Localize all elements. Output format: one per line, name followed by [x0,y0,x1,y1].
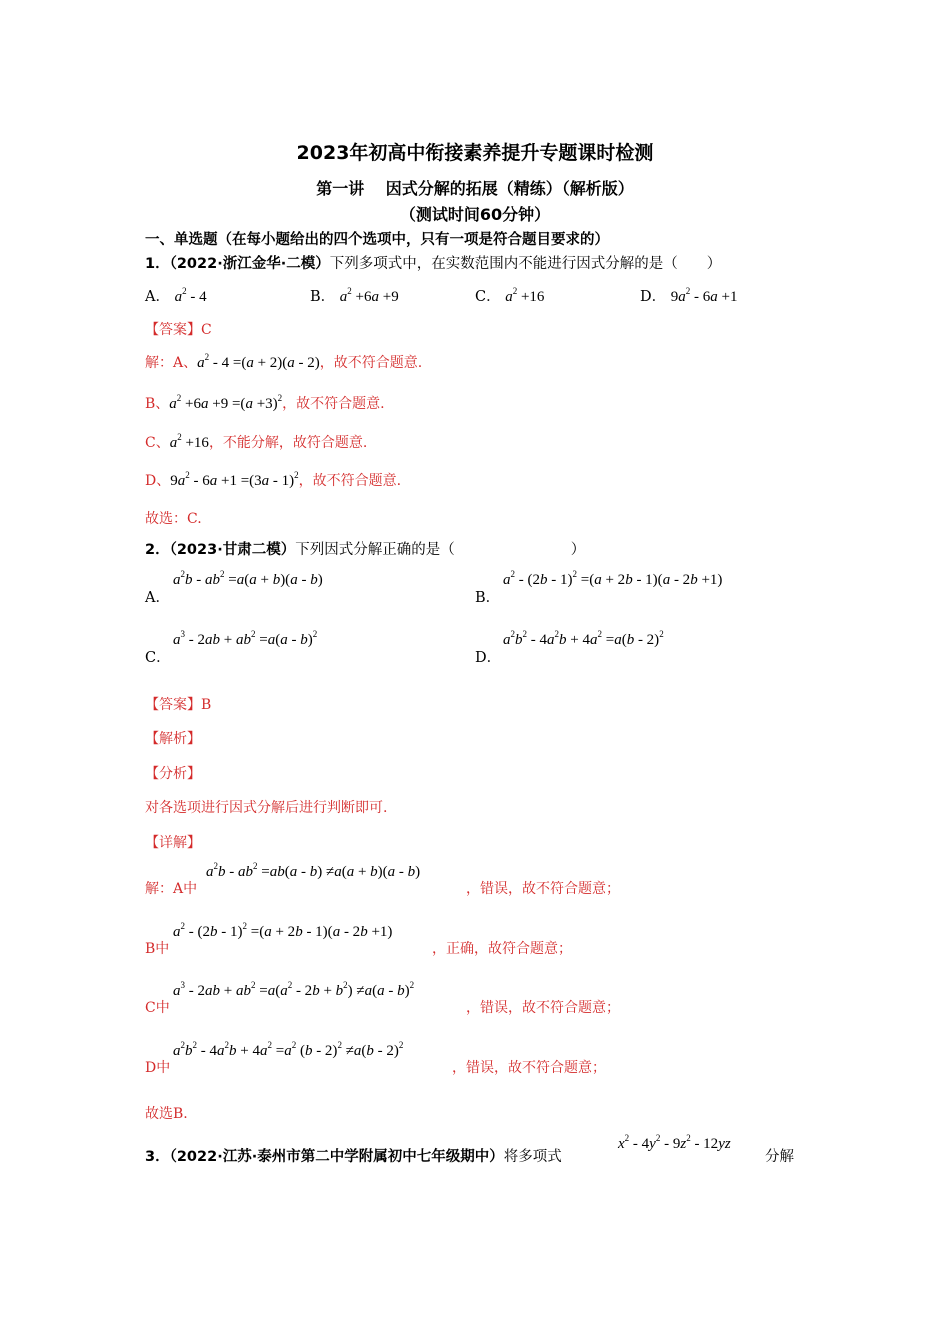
q2-option-b-formula: $a^2 - (2b - 1)^2 =(a + 2b - 1)(a - 2b +1)$ [503,569,723,588]
q2-solution-a-tail: ，错误，故不符合题意； [466,881,620,897]
q1-solution-c [145,432,367,452]
text: ，故不符合题意. [282,396,385,412]
option-label: C． [475,289,501,305]
text: 解：A、 [145,355,198,371]
q2-solution-c-formula: $a^3 - 2ab + ab^2 =a(a^2 - 2b + b^2) \ne a(a - b)^2$ [173,980,415,999]
q1-solution-b [145,393,385,413]
q1-option-d [640,285,737,306]
q2-stem-line [145,538,585,559]
q1-option-c [475,285,544,306]
q2-analysis-heading: 【解析】 [145,731,201,747]
q2-option-c-formula: $a^3 - 2ab + ab^2 =a(a - b)^2$ [173,629,318,648]
q2-solution-d-tail: ，错误，故不符合题意； [452,1060,606,1076]
formula: $a^2 - 4$ [174,286,207,305]
q2-stem: 下列因式分解正确的是（ ） [295,542,586,558]
q1-solution-a [145,352,422,372]
formula: $a^2 - 4 =(a + 2)(a - 2)$ [197,352,320,371]
q3-stem-pre: 将多项式 [503,1149,562,1165]
option-label: D． [640,289,667,305]
text: B、 [145,396,170,412]
q2-fenxi-text: 对各选项进行因式分解后进行判断即可. [145,800,388,816]
doc-title: 2023年初高中衔接素养提升专题课时检测 [296,142,654,164]
q2-solution-a-formula: $a^2b - ab^2 =ab(a - b) \ne a(a + b)(a - b)$ [206,861,421,880]
q2-conclusion: 故选B. [145,1106,188,1122]
q2-fenxi-heading: 【分析】 [145,766,201,782]
q2-number: 2． [145,542,170,558]
text: ，故不符合题意. [298,473,402,489]
q1-stem-line [145,252,721,273]
q3-number: 3． [145,1149,170,1165]
q2-answer: 【答案】B [145,697,212,713]
q2-option-a-label: A． [145,590,170,606]
q2-solution-b-prefix: B中 [145,941,170,957]
q1-option-a [145,285,207,306]
q2-option-d-formula: $a^2b^2 - 4a^2b + 4a^2 =a(b - 2)^2$ [503,629,664,648]
text: ，故不符合题意. [319,355,423,371]
q2-option-c-label: C． [145,650,171,666]
formula: $a^2 +6a +9$ [339,286,399,305]
formula: $a^2 +6a +9 =(a +3)^2$ [169,393,283,412]
q1-source: （2022·浙江金华·二模） [169,256,330,272]
text: ，不能分解，故符合题意. [208,435,368,451]
q3-formula: $x^2 - 4y^2 - 9z^2 - 12yz$ [618,1133,731,1152]
q2-solution-b-formula: $a^2 - (2b - 1)^2 =(a + 2b - 1)(a - 2b +1)$ [173,921,393,940]
q2-option-a-formula: $a^2b - ab^2 =a(a + b)(a - b)$ [173,569,323,588]
q2-solution-d-prefix: D中 [145,1060,171,1076]
q2-detail-heading: 【详解】 [145,835,201,851]
q2-solution-c-tail: ，错误，故不符合题意； [466,1000,620,1016]
option-label: B． [310,289,336,305]
q3-stem-line [145,1145,562,1166]
section-heading: 一、单选题（在每小题给出的四个选项中，只有一项是符合题目要求的） [145,232,609,248]
formula: $a^2 +16$ [169,432,209,451]
q2-option-d-label: D． [475,650,502,666]
test-time: （测试时间60分钟） [399,205,551,224]
q1-option-b [310,285,399,306]
q2-solution-b-tail: ，正确，故符合题意； [432,941,572,957]
q3-source: （2022·江苏·泰州市第二中学附属初中七年级期中） [169,1149,504,1165]
q2-solution-d-formula: $a^2b^2 - 4a^2b + 4a^2 =a^2$ (b - 2)$^2$ ≠a(b - 2)$^2$ [173,1040,404,1059]
q1-number: 1． [145,256,170,272]
q2-solution-a-prefix: 解：A中 [145,881,198,897]
text: D、 [145,473,171,489]
q1-solution-d [145,470,401,490]
q3-stem-post: 分解 [765,1149,794,1165]
q2-option-b-label: B． [475,590,501,606]
q1-answer: 【答案】C [145,322,212,338]
lecture-title: 第一讲 因式分解的拓展（精练）（解析版） [316,179,634,198]
q1-conclusion: 故选：C. [145,511,202,527]
q1-stem: 下列多项式中，在实数范围内不能进行因式分解的是（ ） [329,256,722,272]
formula: $9a^2 - 6a +1$ [670,286,738,305]
text: C、 [145,435,170,451]
q2-solution-c-prefix: C中 [145,1000,170,1016]
q2-source: （2023·甘肃二模） [169,542,296,558]
formula: $a^2 +16$ [505,286,545,305]
option-label: A． [145,289,170,305]
formula: $9a^2 - 6a +1 =(3a - 1)^2$ [170,470,299,489]
